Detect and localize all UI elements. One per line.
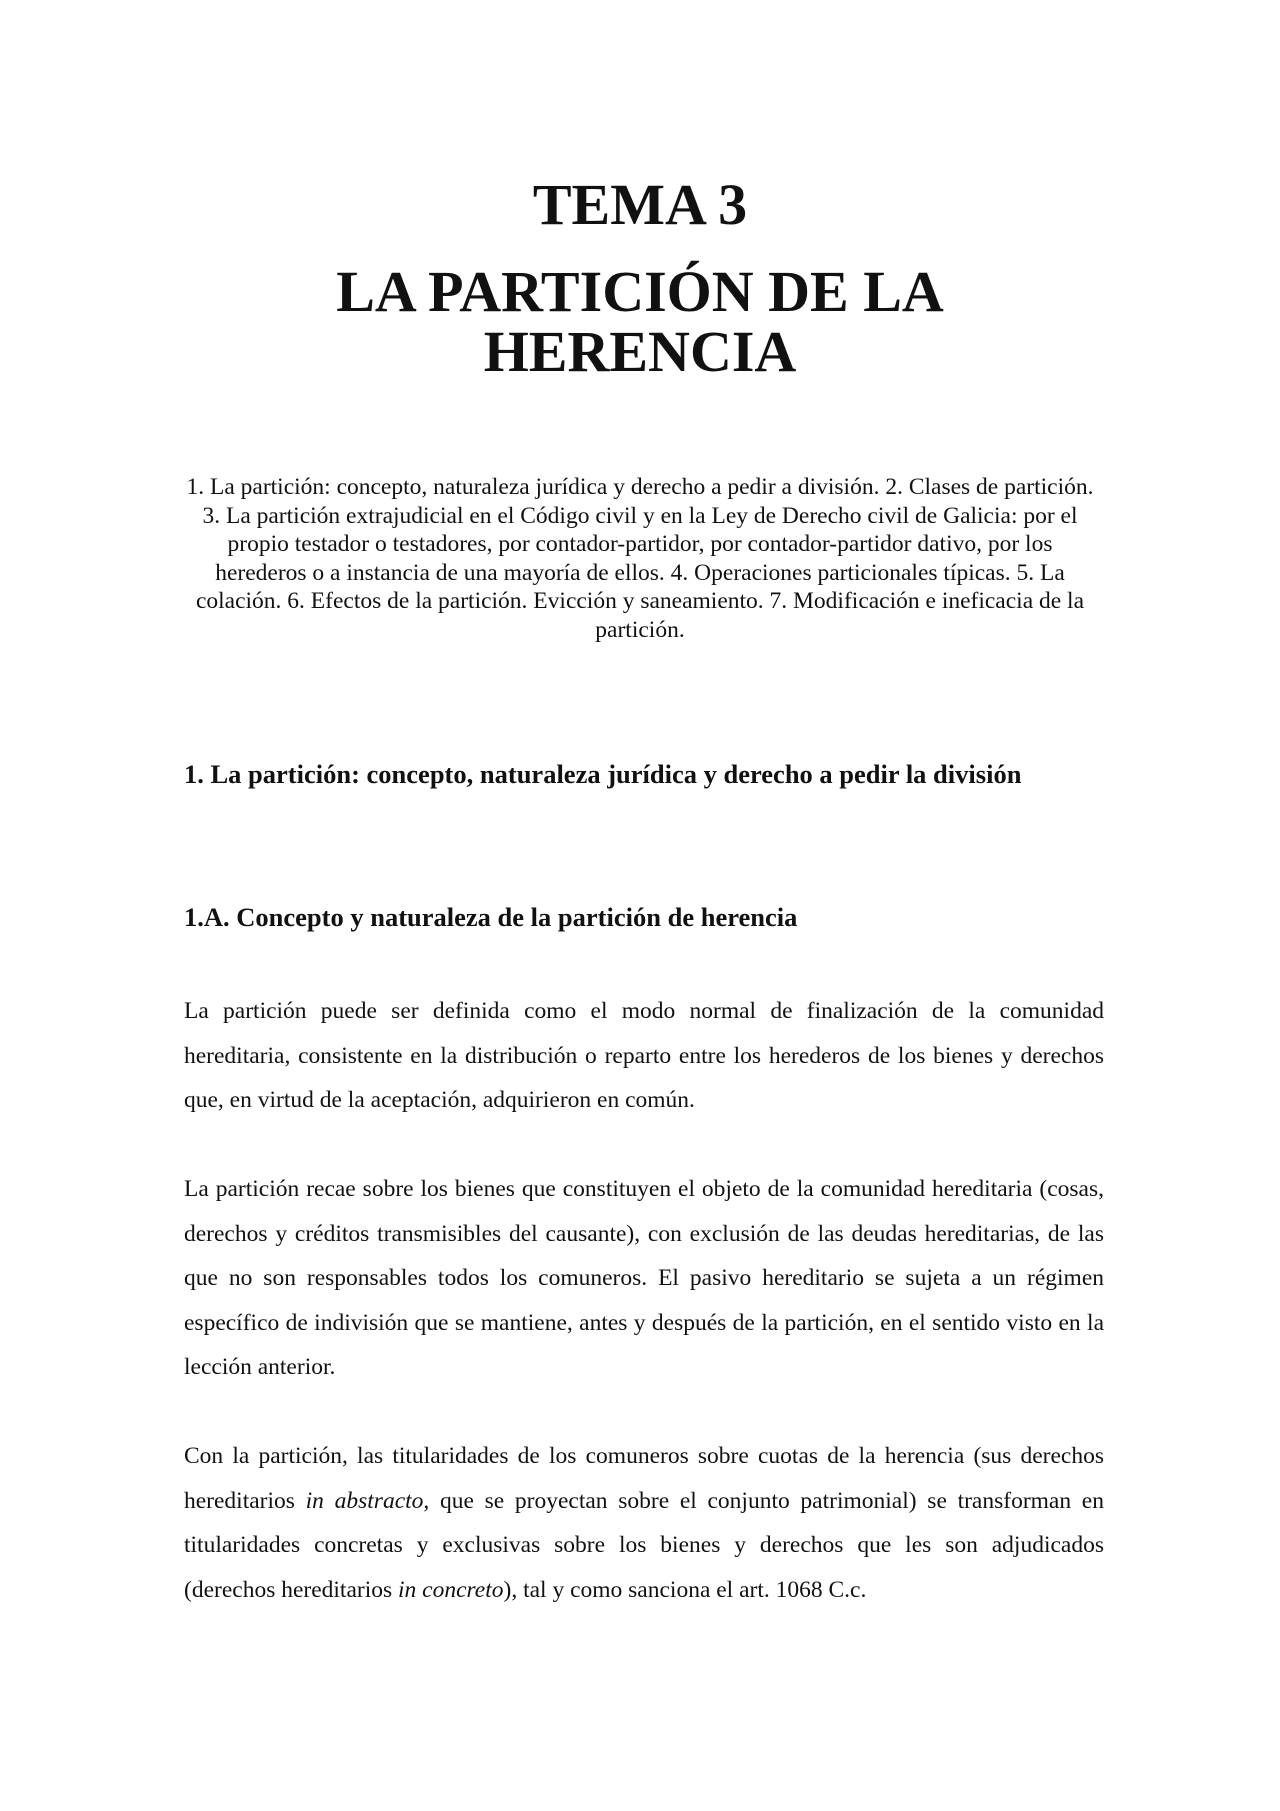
document-title: LA PARTICIÓN DE LA HERENCIA — [336, 259, 944, 384]
title-block — [0, 172, 1280, 384]
italic-in-abstracto: in abstracto — [305, 1487, 424, 1514]
paragraph-object: La partición recae sobre los bienes que constituyen el objeto de la comunidad hereditaria (cosas, derechos y créditos transmisibles del causante), con exclusión de las deudas hereditarias, de las que no son responsables todos los comuneros. El pasivo hereditario se sujeta a un régimen específico de indivisión que se mantiene, antes y después de la partición, en el sentido visto en la lección anterior. — [184, 1176, 1104, 1380]
paragraph-definition: La partición puede ser definida como el modo normal de finalización de la comunidad hereditaria, consistente en la distribución o reparto entre los herederos de los bienes y derechos que, en virtud de la aceptación, adquirieron en común. — [184, 998, 1104, 1113]
paragraph-effects-text-2: , que se proyectan sobre el conjunto patrimonial) se transforman en titularidades concretas y exclusivas sobre los bienes y derechos que les son adjudicados (derechos hereditarios — [184, 1487, 1104, 1603]
paragraph-effects — [184, 1434, 1104, 1612]
subsection-heading-1a: 1.A. Concepto y naturaleza de la partición de herencia — [184, 902, 798, 932]
paragraph-effects-text-3: ), tal y como sanciona el art. 1068 C.c. — [503, 1576, 867, 1603]
section-heading-1: 1. La partición: concepto, naturaleza jurídica y derecho a pedir la división — [184, 759, 1022, 789]
italic-in-concreto: in concreto — [398, 1576, 504, 1603]
tema-number: TEMA 3 — [532, 172, 748, 237]
topic-summary: 1. La partición: concepto, naturaleza jurídica y derecho a pedir a división. 2. Clases de partición. 3. La partición extrajudicial en el Código civil y en la Ley de Derecho civil de Galicia: por el propio testador o testadores, por contador-partidor, por contador-partidor dativo, por los herederos o a instancia de una mayoría de ellos. 4. Operaciones particionales típicas. 5. La colación. 6. Efectos de la partición. Evicción y saneamiento. 7. Modificación e ineficacia de la partición. — [186, 474, 1094, 643]
paragraph-effects-text-1: Con la partición, las titularidades de los comuneros sobre cuotas de la herencia (sus derechos hereditarios — [184, 1443, 1104, 1514]
